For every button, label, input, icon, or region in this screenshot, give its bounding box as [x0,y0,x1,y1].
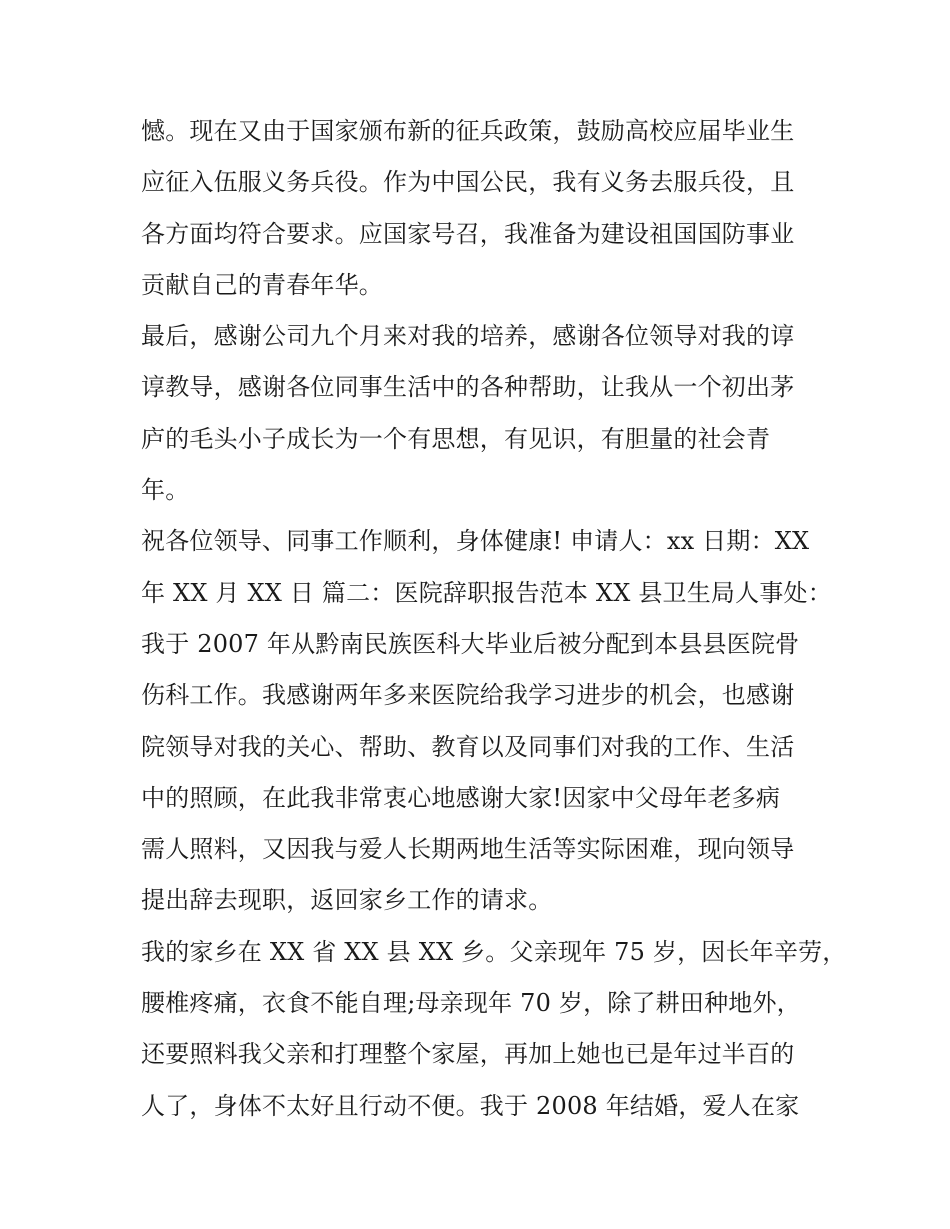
text-line: 应征入伍服义务兵役。作为中国公民，我有义务去服兵役，且 [141,168,795,197]
text-line: 提出辞去现职，返回家乡工作的请求。 [141,886,553,915]
text-line: 谆教导，感谢各位同事生活中的各种帮助，让我从一个初出茅 [141,373,795,402]
text-line: 伤科工作。我感谢两年多来医院给我学习进步的机会，也感谢 [141,681,795,710]
text-line: 祝各位领导、同事工作顺利，身体健康! 申请人：xx 日期：XX [141,527,810,556]
text-line: 各方面均符合要求。应国家号召，我准备为建设祖国国防事业 [141,219,795,248]
text-line: 我的家乡在 XX 省 XX 县 XX 乡。父亲现年 75 岁，因长年辛劳， [141,937,847,966]
text-line: 年。 [141,476,190,505]
text-line: 人了，身体不太好且行动不便。我于 2008 年结婚，爱人在家 [141,1091,800,1120]
text-line: 我于 2007 年从黔南民族医科大毕业后被分配到本县县医院骨 [141,629,800,658]
text-line: 最后，感谢公司九个月来对我的培养，感谢各位领导对我的谆 [141,322,795,351]
text-line: 还要照料我父亲和打理整个家屋，再加上她也已是年过半百的 [141,1040,795,1069]
text-line: 憾。现在又由于国家颁布新的征兵政策，鼓励高校应届毕业生 [141,117,795,145]
text-line: 年 XX 月 XX 日 篇二：医院辞职报告范本 XX 县卫生局人事处： [141,578,832,607]
text-line: 腰椎疼痛，衣食不能自理;母亲现年 70 岁，除了耕田种地外， [141,989,801,1018]
text-line: 庐的毛头小子成长为一个有思想，有见识，有胆量的社会青 [141,424,771,453]
text-line: 院领导对我的关心、帮助、教育以及同事们对我的工作、生活 [141,732,795,761]
body-text [141,106,847,1132]
text-line: 需人照料，又因我与爱人长期两地生活等实际困难，现向领导 [141,835,795,864]
text-line: 贡献自己的青春年华。 [141,270,383,299]
text-line: 中的照顾，在此我非常衷心地感谢大家!因家中父母年老多病 [141,783,781,812]
